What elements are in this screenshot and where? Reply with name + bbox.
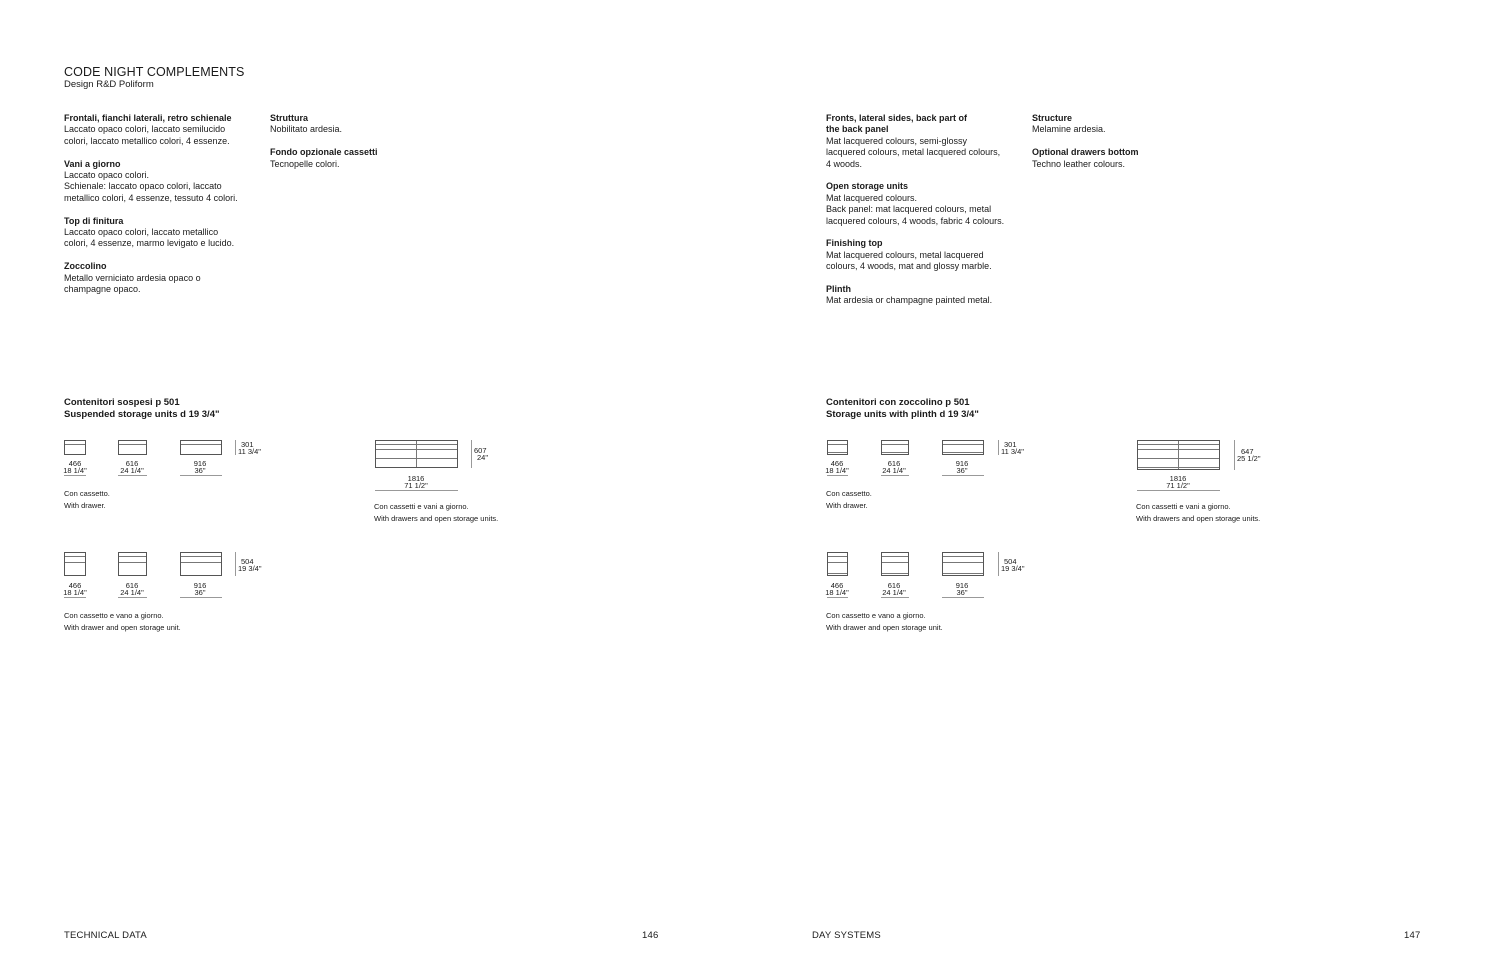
spec-text: Laccato opaco colori, laccato metallico colori, 4 essenze, marmo levigato e lucido. xyxy=(64,227,235,249)
dim-mm: 616 xyxy=(125,581,139,590)
spec-text: Metallo verniciato ardesia opaco o champagne opaco. xyxy=(64,272,201,295)
dim-mm: 607 xyxy=(474,446,487,455)
width-dim xyxy=(180,460,220,474)
dim-mm: 301 xyxy=(1004,440,1017,449)
height-dim xyxy=(238,441,261,455)
spec-text: Techno leather colours. xyxy=(1032,158,1126,169)
section-heading-en: Suspended storage units d 19 3/4" xyxy=(64,409,220,420)
height-dim xyxy=(1237,448,1261,462)
dim-mm: 466 xyxy=(68,459,82,468)
spec-title: Fondo opzionale cassetti xyxy=(270,147,378,158)
section-heading xyxy=(826,397,979,421)
spec-title: Plinth xyxy=(826,284,851,295)
spec-text: Mat lacquered colours. Back panel: mat lacquered colours, metal lacquered colours, 4 woods, fabric 4 colours. xyxy=(826,192,1005,226)
height-dim xyxy=(1001,558,1025,572)
width-dim xyxy=(396,475,436,489)
width-dim-line xyxy=(118,597,147,598)
width-dim xyxy=(942,460,982,474)
spec-title: Struttura xyxy=(270,113,308,123)
dim-in: 11 3/4" xyxy=(1001,447,1024,456)
caption-it: Con cassetti e vani a giorno. xyxy=(374,502,469,511)
height-dim-line xyxy=(998,552,999,576)
width-dim-line xyxy=(64,597,86,598)
height-dim xyxy=(238,558,262,572)
dim-in: 18 1/4" xyxy=(63,466,87,475)
unit-drawing xyxy=(827,552,848,576)
dim-in: 18 1/4" xyxy=(825,588,849,597)
spec-text: Laccato opaco colori. Schienale: laccato opaco colori, laccato metallico colori, 4 essenze, tessuto 4 colori. xyxy=(64,170,238,203)
dim-in: 24" xyxy=(477,453,489,462)
caption xyxy=(374,501,498,525)
caption xyxy=(826,610,943,634)
specs-it-col2 xyxy=(270,113,450,181)
dim-mm: 466 xyxy=(830,581,844,590)
caption-en: With drawer. xyxy=(64,501,106,510)
dim-in: 36" xyxy=(194,466,206,475)
spec-text: Melamine ardesia. xyxy=(1032,124,1106,135)
dim-in: 24 1/4" xyxy=(120,466,144,475)
spec-item xyxy=(64,216,264,250)
unit-drawing xyxy=(881,440,909,455)
caption-en: With drawer and open storage unit. xyxy=(826,623,943,632)
width-dim xyxy=(1158,475,1198,489)
spec-title: Zoccolino xyxy=(64,261,107,272)
width-dim-line xyxy=(881,597,909,598)
unit-drawing xyxy=(118,440,147,455)
width-dim-line xyxy=(1137,490,1220,491)
unit-drawing xyxy=(64,552,86,576)
caption-it: Con cassetto e vano a giorno. xyxy=(64,611,164,620)
spec-text: Tecnopelle colori. xyxy=(270,158,340,169)
specs-en-col2 xyxy=(1032,113,1212,181)
dim-mm: 504 xyxy=(241,557,254,566)
unit-drawing xyxy=(64,440,86,455)
spec-title: Top di finitura xyxy=(64,215,124,226)
width-dim xyxy=(817,460,857,474)
spec-title: Finishing top xyxy=(826,238,883,249)
section-heading xyxy=(64,397,220,421)
width-dim xyxy=(874,460,914,474)
height-dim-line xyxy=(998,440,999,455)
dim-in: 19 3/4" xyxy=(238,564,262,573)
specs-en-col1 xyxy=(826,113,1026,318)
dim-mm: 916 xyxy=(955,581,969,590)
spec-item xyxy=(826,113,1026,170)
unit-drawing xyxy=(942,440,984,455)
dim-mm: 1816 xyxy=(1169,474,1187,483)
spec-text: Laccato opaco colori, laccato semilucido colori, laccato metallico colori, 4 essenze. xyxy=(64,124,230,146)
specs-it-col1 xyxy=(64,113,264,307)
unit-drawing xyxy=(375,440,458,468)
spec-text: Nobilitato ardesia. xyxy=(270,124,343,135)
spec-item xyxy=(826,284,1026,307)
height-dim-line xyxy=(235,552,236,576)
dim-mm: 1816 xyxy=(407,474,425,483)
width-dim xyxy=(874,582,914,596)
page-number: 147 xyxy=(1404,930,1421,941)
width-dim xyxy=(180,582,220,596)
unit-drawing xyxy=(180,440,222,455)
caption xyxy=(64,488,110,512)
dim-mm: 466 xyxy=(68,581,82,590)
section-heading-en: Storage units with plinth d 19 3/4" xyxy=(826,409,979,420)
width-dim-line xyxy=(827,597,848,598)
dim-in: 36" xyxy=(194,588,206,597)
dim-in: 36" xyxy=(956,466,968,475)
dim-in: 24 1/4" xyxy=(120,588,144,597)
caption-en: With drawers and open storage units. xyxy=(374,514,499,523)
dim-in: 71 1/2" xyxy=(404,481,428,490)
dim-in: 71 1/2" xyxy=(1166,481,1190,490)
width-dim-line xyxy=(118,475,147,476)
spec-text: Mat lacquered colours, metal lacquered colours, 4 woods, mat and glossy marble. xyxy=(826,249,992,272)
spec-item xyxy=(270,147,450,170)
width-dim xyxy=(817,582,857,596)
height-dim-line xyxy=(1234,440,1235,470)
width-dim-line xyxy=(881,475,909,476)
dim-mm: 504 xyxy=(1004,557,1017,566)
dim-mm: 301 xyxy=(241,440,254,449)
spec-text: Mat lacquered colours, semi-glossy lacquered colours, metal lacquered colours, 4 woods. xyxy=(826,135,1001,169)
dim-mm: 616 xyxy=(887,581,901,590)
width-dim-line xyxy=(64,475,86,476)
caption-it: Con cassetto. xyxy=(64,489,110,498)
width-dim xyxy=(112,460,152,474)
footer-section-label: DAY SYSTEMS xyxy=(812,930,881,941)
width-dim xyxy=(55,582,95,596)
spec-item xyxy=(64,113,264,147)
dim-mm: 466 xyxy=(830,459,844,468)
spec-title: Open storage units xyxy=(826,181,909,192)
caption xyxy=(64,610,181,634)
dim-in: 18 1/4" xyxy=(63,588,87,597)
dim-mm: 616 xyxy=(125,459,139,468)
height-dim-line xyxy=(471,440,472,468)
unit-drawing xyxy=(942,552,984,576)
width-dim-line xyxy=(180,475,222,476)
spec-title: Fronts, lateral sides, back part of the back panel xyxy=(826,113,968,135)
width-dim xyxy=(55,460,95,474)
spec-item xyxy=(826,238,1026,272)
spec-item xyxy=(1032,113,1212,136)
caption-en: With drawers and open storage units. xyxy=(1136,514,1261,523)
dim-in: 19 3/4" xyxy=(1001,564,1025,573)
dim-in: 24 1/4" xyxy=(882,588,906,597)
height-dim-line xyxy=(235,440,236,455)
dim-in: 18 1/4" xyxy=(825,466,849,475)
unit-drawing xyxy=(881,552,909,576)
dim-mm: 647 xyxy=(1241,447,1254,456)
caption-it: Con cassetto. xyxy=(826,489,872,498)
spec-title: Vani a giorno xyxy=(64,158,121,169)
width-dim xyxy=(112,582,152,596)
width-dim-line xyxy=(375,490,458,491)
footer-section-label: TECHNICAL DATA xyxy=(64,930,147,941)
spec-text: Mat ardesia or champagne painted metal. xyxy=(826,295,993,306)
caption xyxy=(1136,501,1260,525)
caption-en: With drawer and open storage unit. xyxy=(64,623,181,632)
page-title: CODE NIGHT COMPLEMENTS xyxy=(64,65,245,79)
spec-item xyxy=(64,261,264,295)
unit-drawing xyxy=(118,552,147,576)
spec-title: Structure xyxy=(1032,113,1073,123)
caption-it: Con cassetti e vani a giorno. xyxy=(1136,502,1231,511)
spec-title: Frontali, fianchi laterali, retro schienale xyxy=(64,113,232,123)
spec-item xyxy=(270,113,450,136)
spec-item xyxy=(64,159,264,205)
page-number: 146 xyxy=(642,930,659,941)
page-subtitle: Design R&D Poliform xyxy=(64,79,154,90)
section-heading-it: Contenitori sospesi p 501 xyxy=(64,397,180,408)
dim-in: 36" xyxy=(956,588,968,597)
dim-mm: 916 xyxy=(955,459,969,468)
width-dim-line xyxy=(942,597,984,598)
caption-it: Con cassetto e vano a giorno. xyxy=(826,611,926,620)
dim-mm: 916 xyxy=(193,459,207,468)
width-dim-line xyxy=(180,597,222,598)
unit-drawing xyxy=(1137,440,1220,470)
unit-drawing xyxy=(180,552,222,576)
dim-in: 24 1/4" xyxy=(882,466,906,475)
dim-in: 25 1/2" xyxy=(1237,454,1261,463)
dim-mm: 616 xyxy=(887,459,901,468)
dim-mm: 916 xyxy=(193,581,207,590)
spec-item xyxy=(1032,147,1212,170)
width-dim xyxy=(942,582,982,596)
caption xyxy=(826,488,872,512)
spec-item xyxy=(826,181,1026,227)
spec-title: Optional drawers bottom xyxy=(1032,147,1139,158)
section-heading-it: Contenitori con zoccolino p 501 xyxy=(826,397,970,408)
caption-en: With drawer. xyxy=(826,501,868,510)
width-dim-line xyxy=(827,475,848,476)
height-dim xyxy=(1001,441,1024,455)
unit-drawing xyxy=(827,440,848,455)
height-dim xyxy=(474,447,488,461)
width-dim-line xyxy=(942,475,984,476)
dim-in: 11 3/4" xyxy=(238,447,261,456)
